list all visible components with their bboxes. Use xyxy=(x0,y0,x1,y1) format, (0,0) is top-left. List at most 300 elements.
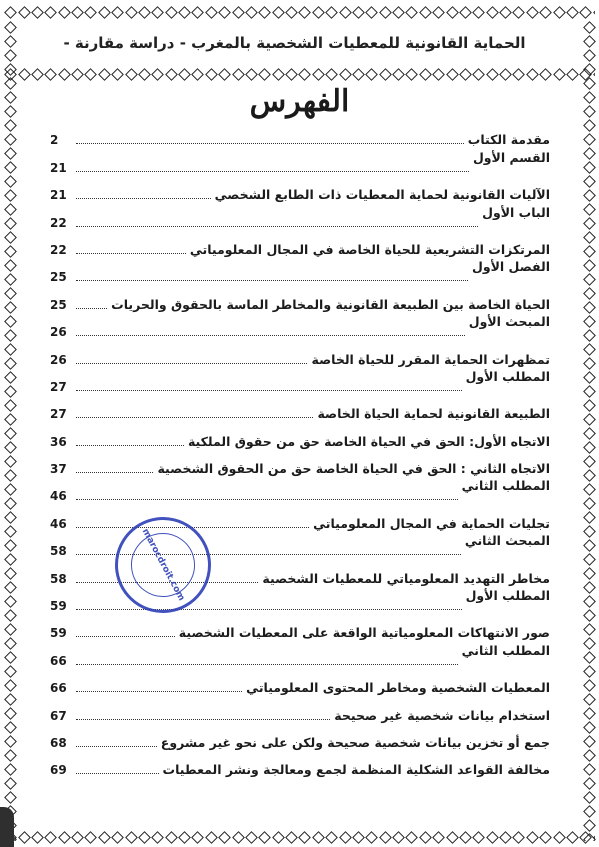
border-diamond xyxy=(4,231,17,244)
toc-leader-dots xyxy=(76,363,307,364)
border-diamond xyxy=(593,6,595,19)
toc-row xyxy=(50,423,550,450)
border-diamond xyxy=(258,68,271,81)
toc-page-number: 37 xyxy=(50,462,67,477)
border-diamond xyxy=(71,68,84,81)
border-diamond xyxy=(583,819,596,832)
border-diamond xyxy=(583,259,596,272)
border-diamond xyxy=(4,189,17,202)
border-diamond xyxy=(583,273,596,286)
toc-entry-title: المعطيات الشخصية ومخاطر المحتوى المعلومياتي xyxy=(246,680,550,696)
border-diamond xyxy=(18,831,31,844)
toc-page-number: 66 xyxy=(50,681,67,696)
border-diamond xyxy=(583,245,596,258)
border-diamond xyxy=(583,525,596,538)
border-diamond xyxy=(583,777,596,790)
toc-row xyxy=(50,369,550,396)
border-diamond xyxy=(4,497,17,510)
border-diamond xyxy=(4,777,17,790)
border-diamond xyxy=(583,595,596,608)
toc-leader-dots xyxy=(76,445,184,446)
border-diamond xyxy=(406,68,419,81)
border-diamond xyxy=(539,6,552,19)
border-diamond xyxy=(192,831,205,844)
border-diamond xyxy=(4,609,17,622)
border-diamond xyxy=(432,831,445,844)
toc-page-number: 69 xyxy=(50,763,67,778)
border-diamond xyxy=(583,189,596,202)
border-diamond xyxy=(352,6,365,19)
border-diamond xyxy=(406,6,419,19)
border-diamond xyxy=(232,831,245,844)
toc-row xyxy=(50,149,550,176)
border-diamond xyxy=(4,273,17,286)
border-diamond xyxy=(339,6,352,19)
toc-leader-dots xyxy=(76,335,465,336)
toc-row xyxy=(50,642,550,669)
border-diamond xyxy=(583,735,596,748)
border-diamond xyxy=(325,6,338,19)
border-diamond xyxy=(4,161,17,174)
border-diamond xyxy=(566,831,579,844)
border-diamond xyxy=(583,805,596,818)
border-diamond xyxy=(539,68,552,81)
border-diamond xyxy=(486,68,499,81)
toc-entry-title: القسم الأول xyxy=(472,149,550,165)
border-diamond xyxy=(325,68,338,81)
border-diamond xyxy=(4,441,17,454)
border-diamond xyxy=(419,68,432,81)
border-diamond xyxy=(205,68,218,81)
border-diamond xyxy=(4,203,17,216)
border-diamond xyxy=(312,6,325,19)
border-diamond xyxy=(138,831,151,844)
border-diamond xyxy=(583,343,596,356)
border-diamond xyxy=(299,68,312,81)
toc-entry-title: المبحث الأول xyxy=(468,314,550,330)
toc-leader-dots xyxy=(76,417,313,418)
border-diamond xyxy=(4,413,17,426)
toc-row xyxy=(50,505,550,532)
border-diamond xyxy=(4,133,17,146)
border-diamond xyxy=(583,721,596,734)
border-diamond xyxy=(4,343,17,356)
border-diamond xyxy=(111,68,124,81)
border-diamond xyxy=(218,831,231,844)
border-diamond xyxy=(4,455,17,468)
border-diamond xyxy=(583,539,596,552)
toc-leader-dots xyxy=(76,226,478,227)
border-diamond xyxy=(18,6,31,19)
border-diamond xyxy=(299,6,312,19)
border-diamond xyxy=(4,637,17,650)
toc-leader-dots xyxy=(76,280,468,281)
border-diamond xyxy=(258,6,271,19)
border-diamond xyxy=(583,385,596,398)
border-diamond xyxy=(352,831,365,844)
toc-leader-dots xyxy=(76,390,462,391)
border-diamond xyxy=(446,68,459,81)
border-diamond xyxy=(4,119,17,132)
border-diamond xyxy=(111,6,124,19)
border-diamond xyxy=(125,831,138,844)
border-diamond xyxy=(583,315,596,328)
border-diamond xyxy=(245,6,258,19)
toc-row xyxy=(50,232,550,259)
border-diamond xyxy=(553,68,566,81)
border-diamond xyxy=(459,831,472,844)
border-diamond xyxy=(258,831,271,844)
toc-leader-dots xyxy=(76,691,242,692)
toc-page-number: 58 xyxy=(50,544,67,559)
border-diamond xyxy=(85,68,98,81)
border-diamond xyxy=(392,68,405,81)
border-diamond xyxy=(486,6,499,19)
border-diamond xyxy=(31,831,44,844)
border-diamond xyxy=(4,357,17,370)
border-diamond xyxy=(583,553,596,566)
border-diamond xyxy=(4,301,17,314)
toc-row xyxy=(50,122,550,149)
border-diamond xyxy=(178,831,191,844)
border-diamond xyxy=(566,6,579,19)
border-diamond xyxy=(71,831,84,844)
border-diamond xyxy=(18,68,31,81)
border-diamond xyxy=(125,6,138,19)
border-diamond xyxy=(4,581,17,594)
border-diamond xyxy=(583,413,596,426)
toc-row xyxy=(50,670,550,697)
toc-page-number: 22 xyxy=(50,215,67,230)
border-diamond xyxy=(472,831,485,844)
border-diamond xyxy=(165,831,178,844)
border-diamond xyxy=(583,21,596,34)
toc-leader-dots xyxy=(76,253,186,254)
border-diamond xyxy=(392,831,405,844)
toc-entry-title: الفصل الأول xyxy=(471,259,550,275)
border-diamond xyxy=(4,6,17,19)
border-diamond xyxy=(379,831,392,844)
border-diamond xyxy=(285,6,298,19)
border-diamond xyxy=(98,6,111,19)
border-diamond xyxy=(583,763,596,776)
border-diamond xyxy=(44,6,57,19)
toc-entry-title: تجليات الحماية في المجال المعلومياتي xyxy=(313,515,550,531)
border-diamond xyxy=(583,483,596,496)
border-diamond xyxy=(553,6,566,19)
decorative-border-header-divider xyxy=(4,68,595,82)
border-diamond xyxy=(499,831,512,844)
border-diamond xyxy=(312,831,325,844)
border-diamond xyxy=(339,831,352,844)
toc-leader-dots xyxy=(76,636,175,637)
border-diamond xyxy=(446,831,459,844)
border-diamond xyxy=(165,6,178,19)
border-diamond xyxy=(419,6,432,19)
border-diamond xyxy=(178,68,191,81)
border-diamond xyxy=(4,259,17,272)
border-diamond xyxy=(583,231,596,244)
border-diamond xyxy=(285,831,298,844)
border-diamond xyxy=(583,637,596,650)
border-diamond xyxy=(272,68,285,81)
border-diamond xyxy=(583,399,596,412)
toc-page-number: 25 xyxy=(50,270,67,285)
border-diamond xyxy=(4,385,17,398)
border-diamond xyxy=(365,68,378,81)
border-diamond xyxy=(4,623,17,636)
border-diamond xyxy=(58,68,71,81)
toc-entry-title: استخدام بيانات شخصية غير صحيحة xyxy=(334,707,550,723)
border-diamond xyxy=(178,6,191,19)
border-diamond xyxy=(4,511,17,524)
border-diamond xyxy=(472,68,485,81)
border-diamond xyxy=(111,831,124,844)
border-diamond xyxy=(526,6,539,19)
border-diamond xyxy=(218,68,231,81)
decorative-border-right xyxy=(583,20,597,841)
toc-leader-dots xyxy=(76,719,330,720)
border-diamond xyxy=(583,665,596,678)
border-diamond xyxy=(245,831,258,844)
toc-entry-title: المطلب الأول xyxy=(465,588,550,604)
border-diamond xyxy=(583,511,596,524)
border-diamond xyxy=(583,133,596,146)
border-diamond xyxy=(205,6,218,19)
toc-page-number: 25 xyxy=(50,297,67,312)
border-diamond xyxy=(4,399,17,412)
border-diamond xyxy=(352,68,365,81)
border-diamond xyxy=(583,581,596,594)
toc-entry-title: جمع أو تخزين بيانات شخصية صحيحة ولكن على نحو غير مشروع xyxy=(160,734,550,750)
border-diamond xyxy=(499,6,512,19)
border-diamond xyxy=(151,6,164,19)
border-diamond xyxy=(125,68,138,81)
border-diamond xyxy=(272,831,285,844)
toc-entry-title: الحياة الخاصة بين الطبيعة القانونية والمخاطر الماسة بالحقوق والحريات xyxy=(111,296,550,312)
toc-entry-title: المبحث الثاني xyxy=(464,533,550,549)
toc-leader-dots xyxy=(76,198,211,199)
border-diamond xyxy=(486,831,499,844)
border-diamond xyxy=(583,329,596,342)
toc-page-number: 21 xyxy=(50,188,67,203)
border-diamond xyxy=(392,6,405,19)
toc-leader-dots xyxy=(76,472,153,473)
toc-row xyxy=(50,341,550,368)
border-diamond xyxy=(205,831,218,844)
border-diamond xyxy=(4,371,17,384)
border-diamond xyxy=(4,791,17,804)
border-diamond xyxy=(583,357,596,370)
toc-row xyxy=(50,697,550,724)
toc-page-number: 66 xyxy=(50,653,67,668)
border-diamond xyxy=(583,161,596,174)
border-diamond xyxy=(4,735,17,748)
border-diamond xyxy=(513,6,526,19)
border-diamond xyxy=(583,609,596,622)
border-diamond xyxy=(4,763,17,776)
border-diamond xyxy=(583,567,596,580)
toc-entry-title: المطلب الأول xyxy=(465,368,550,384)
toc-entry-title: الاتجاه الثاني : الحق في الحياة الخاصة حق من الحقوق الشخصية xyxy=(157,461,550,477)
border-diamond xyxy=(583,749,596,762)
toc-entry-title: الباب الأول xyxy=(482,204,550,220)
index-title: الفهرس xyxy=(249,84,350,119)
toc-row xyxy=(50,259,550,286)
border-diamond xyxy=(583,455,596,468)
toc-row xyxy=(50,396,550,423)
border-diamond xyxy=(459,68,472,81)
border-diamond xyxy=(432,6,445,19)
toc-row xyxy=(50,204,550,231)
border-diamond xyxy=(165,68,178,81)
border-diamond xyxy=(579,6,592,19)
toc-entry-title: مقدمة الكتاب xyxy=(467,132,550,148)
border-diamond xyxy=(4,483,17,496)
border-diamond xyxy=(4,693,17,706)
border-diamond xyxy=(4,525,17,538)
border-diamond xyxy=(459,6,472,19)
table-of-contents xyxy=(50,122,550,779)
border-diamond xyxy=(583,175,596,188)
border-diamond xyxy=(583,679,596,692)
border-diamond xyxy=(232,68,245,81)
border-diamond xyxy=(365,831,378,844)
border-diamond xyxy=(583,287,596,300)
border-diamond xyxy=(583,147,596,160)
toc-entry-title: تمظهرات الحماية المقرر للحياة الخاصة xyxy=(311,351,550,367)
border-diamond xyxy=(4,553,17,566)
toc-leader-dots xyxy=(76,773,159,774)
border-diamond xyxy=(44,68,57,81)
border-diamond xyxy=(583,707,596,720)
border-diamond xyxy=(31,6,44,19)
decorative-border-left xyxy=(4,20,18,841)
toc-page-number: 2 xyxy=(50,133,59,148)
border-diamond xyxy=(98,68,111,81)
border-diamond xyxy=(4,469,17,482)
border-diamond xyxy=(245,68,258,81)
decorative-border-bottom xyxy=(4,831,595,845)
toc-leader-dots xyxy=(76,746,157,747)
border-diamond xyxy=(4,721,17,734)
toc-entry-title: الاتجاه الأول: الحق في الحياة الخاصة حق من حقوق الملكية xyxy=(187,433,550,449)
border-diamond xyxy=(4,49,17,62)
toc-row xyxy=(50,451,550,478)
border-diamond xyxy=(583,441,596,454)
toc-page-number: 36 xyxy=(50,434,67,449)
toc-row xyxy=(50,615,550,642)
border-diamond xyxy=(526,68,539,81)
border-diamond xyxy=(4,651,17,664)
border-diamond xyxy=(419,831,432,844)
border-diamond xyxy=(583,427,596,440)
page-corner-shadow xyxy=(0,807,14,847)
toc-entry-title: الطبيعة القانونية لحماية الحياة الخاصة xyxy=(317,406,550,422)
border-diamond xyxy=(583,469,596,482)
border-diamond xyxy=(272,6,285,19)
border-diamond xyxy=(526,831,539,844)
border-diamond xyxy=(4,595,17,608)
border-diamond xyxy=(325,831,338,844)
border-diamond xyxy=(4,707,17,720)
toc-entry-title: المطلب الثاني xyxy=(461,478,550,494)
border-diamond xyxy=(406,831,419,844)
toc-entry-title: صور الانتهاكات المعلومياتية الواقعة على المعطيات الشخصية xyxy=(178,625,550,641)
border-diamond xyxy=(583,63,596,76)
toc-page-number: 59 xyxy=(50,626,67,641)
border-diamond xyxy=(218,6,231,19)
toc-leader-dots xyxy=(76,143,464,144)
border-diamond xyxy=(583,35,596,48)
stamp-text: marocdroit.com xyxy=(139,527,187,603)
toc-row xyxy=(50,725,550,752)
toc-page-number: 22 xyxy=(50,242,67,257)
toc-entry-title: مخالفة القواعد الشكلية المنظمة لجمع ومعالجة ونشر المعطيات xyxy=(162,762,550,778)
border-diamond xyxy=(583,833,596,841)
border-diamond xyxy=(58,6,71,19)
toc-entry-title: المطلب الثاني xyxy=(461,642,550,658)
border-diamond xyxy=(472,6,485,19)
border-diamond xyxy=(379,6,392,19)
border-diamond xyxy=(232,6,245,19)
border-diamond xyxy=(4,35,17,48)
border-diamond xyxy=(71,6,84,19)
border-diamond xyxy=(138,6,151,19)
toc-entry-title: الآليات القانونية لحماية المعطيات ذات الطابع الشخصي xyxy=(214,187,550,203)
border-diamond xyxy=(85,6,98,19)
border-diamond xyxy=(583,119,596,132)
border-diamond xyxy=(583,49,596,62)
toc-row xyxy=(50,177,550,204)
border-diamond xyxy=(583,651,596,664)
toc-row xyxy=(50,314,550,341)
toc-page-number: 46 xyxy=(50,489,67,504)
border-diamond xyxy=(583,217,596,230)
border-diamond xyxy=(583,693,596,706)
border-diamond xyxy=(583,301,596,314)
border-diamond xyxy=(4,147,17,160)
border-diamond xyxy=(4,245,17,258)
border-diamond xyxy=(513,831,526,844)
border-diamond xyxy=(432,68,445,81)
border-diamond xyxy=(583,371,596,384)
border-diamond xyxy=(583,791,596,804)
toc-leader-dots xyxy=(76,308,107,309)
toc-page-number: 59 xyxy=(50,599,67,614)
border-diamond xyxy=(4,329,17,342)
border-diamond xyxy=(151,68,164,81)
border-diamond xyxy=(192,68,205,81)
border-diamond xyxy=(4,567,17,580)
running-header-title: الحماية القانونية للمعطيات الشخصية بالمغرب - دراسة مقارنة - xyxy=(63,34,526,52)
border-diamond xyxy=(285,68,298,81)
toc-leader-dots xyxy=(76,664,458,665)
border-diamond xyxy=(4,315,17,328)
decorative-border-top xyxy=(4,6,595,20)
border-diamond xyxy=(365,6,378,19)
border-diamond xyxy=(192,6,205,19)
border-diamond xyxy=(4,21,17,34)
toc-row xyxy=(50,286,550,313)
border-diamond xyxy=(4,679,17,692)
toc-leader-dots xyxy=(76,609,462,610)
toc-page-number: 26 xyxy=(50,352,67,367)
border-diamond xyxy=(4,665,17,678)
border-diamond xyxy=(4,427,17,440)
border-diamond xyxy=(58,831,71,844)
border-diamond xyxy=(98,831,111,844)
